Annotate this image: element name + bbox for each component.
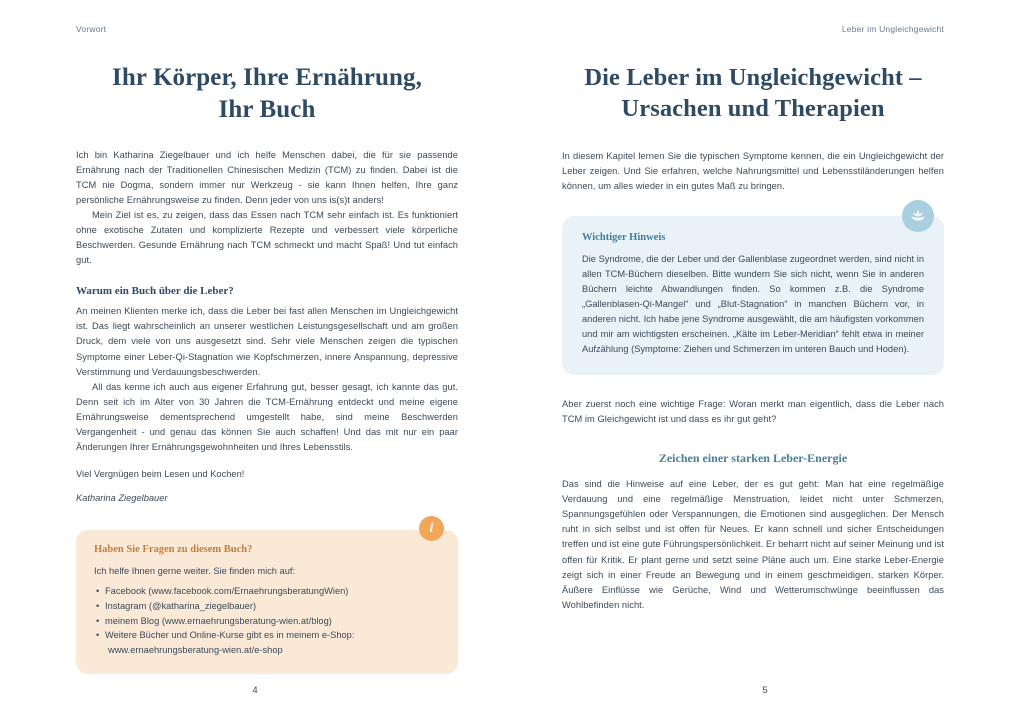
list-item: • Instagram (@katharina_ziegelbauer) [94, 599, 440, 614]
paragraph: Ich bin Katharina Ziegelbauer und ich helfe Menschen dabei, die für sie passende Ernährung nach der Traditionellen Chinesischen Medizin (TCM) zu finden. Dabei ist die TCM nie Dogma, sondern immer nur Werkzeug - sie kann Ihnen helfen, Ihre ganz persönliche Ernährungsweise zu finden. Denn jeder von uns is(s)t anders! [76, 150, 458, 206]
page-number-right: 5 [762, 685, 768, 696]
paragraph: An meinen Klienten merke ich, dass die Leber bei fast allen Menschen im Ungleichgewicht ist. Das liegt wahrscheinlich an unserer westlichen Leistungsgesellschaft und am großen Druck, dem viele von uns ausgesetzt sind. Sehr viele Menschen zeigen die typischen Symptome einer Leber-Qi-Stagnation wie Kopfschmerzen, innere Anspannung, depressive Verstimmung und Verdauungsbeschwerden. [76, 306, 458, 377]
page-right [510, 0, 1020, 728]
info-icon: i [419, 516, 444, 541]
callout-questions [76, 520, 458, 674]
paragraph: Das sind die Hinweise auf eine Leber, der es gut geht: Man hat eine regelmäßige Verdauung und eine regelmäßige Menstruation, leidet nicht unter Schmerzen, Spannungsgefühlen oder Verspannungen, die Emotionen sind ausgeglichen. Der Mensch ruht in sich selbst und ist offen für Neues. Er kann schnell und sicher Entscheidungen treffen und ist eine gute Führungspersönlichkeit. Er beharrt nicht auf seiner Meinung und ist offen für Kritik. Er plant gerne und setzt seine Pläne auch um. Eine starke Leber-Energie zeigt sich in einer Freude an Bewegung und in einem geschmeidigen, starken Körper. Äußere Einflüsse wie Gerüche, Wind und Wetterumschwünge beeinflussen das Wohlbefinden nicht. [562, 479, 944, 610]
section-heading-left: Warum ein Buch über die Leber? [76, 285, 234, 298]
list-item-text: Weitere Bücher und Online-Kurse gibt es in meinem e-Shop: [105, 630, 355, 641]
paragraph: In diesem Kapitel lernen Sie die typischen Symptome kennen, die ein Ungleichgewicht der Leber zeigen. Und Sie erfahren, welche Nahrungsmittel und Lebensstiländerungen helfen können, um alles wieder in ein gutes Maß zu bringen. [562, 150, 944, 191]
list-item: • Facebook (www.facebook.com/ErnaehrungsberatungWien) [94, 584, 440, 599]
callout-list [94, 584, 440, 658]
running-head-left: Vorwort [76, 24, 107, 34]
paragraph: Aber zuerst noch eine wichtige Frage: Woran merkt man eigentlich, dass die Leber nach TCM im Gleichgewicht ist und dass es ihr gut geht? [562, 399, 944, 425]
running-head-right: Leber im Ungleichgewicht [841, 24, 944, 34]
page-title-left-line1: Ihr Körper, Ihre Ernährung, [112, 64, 422, 91]
callout-text: Die Syndrome, die der Leber und der Gallenblase zugeordnet werden, sind nicht in allen TCM-Büchern dieselben. Bitte wundern Sie sich nicht, wenn Sie in anderen Büchern leichte Abwandlungen finden. So kommen z.B. die Syndrome „Gallenblasen-Qi-Mangel“ und „Blut-Stagnation“ in manchen Büchern vor, in anderen nicht. Ich habe jene Syndrome ausgewählt, die am häufigsten vorkommen und mir am wichtigsten erscheinen. „Kälte im Leber-Meridian“ fehlt etwa in meiner Aufzählung (Symptome: Ziehen und Schmerzen im unteren Bauch und Hoden). [582, 253, 924, 355]
callout-intro: Ich helfe Ihnen gerne weiter. Sie finden mich auf: [94, 565, 296, 576]
page-title-right-line1: Die Leber im Ungleichgewicht – [584, 64, 922, 91]
callout-title: Wichtiger Hinweis [582, 231, 666, 243]
lotus-icon [902, 200, 934, 232]
callout-important-note [562, 216, 944, 375]
closing-line: Viel Vergnügen beim Lesen und Kochen! [76, 468, 245, 479]
author-signature: Katharina Ziegelbauer [76, 492, 168, 503]
page-title-left [76, 62, 458, 126]
callout-title: Haben Sie Fragen zu diesem Buch? [94, 543, 253, 555]
list-item [94, 628, 440, 658]
page-title-right-line2: Ursachen und Therapien [621, 95, 885, 123]
list-item-continuation: www.ernaehrungsberatung-wien.at/e-shop [108, 645, 283, 656]
page-title-left-line2: Ihr Buch [218, 96, 316, 123]
paragraph: All das kenne ich auch aus eigener Erfahrung gut, besser gesagt, ich kannte das gut. Denn seit ich im Alter von 30 Jahren die TCM-Ernährung entdeckt und meine eigene Ernährungsweise dementsprechend umgestellt habe, sind meine Beschwerden Vergangenheit - und genau das können Sie auch schaffen! Und das mit nur ein paar Änderungen Ihrer Ernährungsgewohnheiten und Ihres Lebensstils. [76, 381, 458, 452]
list-item: • meinem Blog (www.ernaehrungsberatung-wien.at/blog) [94, 614, 440, 629]
page-title-right [562, 62, 944, 125]
section-heading-right: Zeichen einer starken Leber-Energie [658, 451, 848, 466]
paragraph: Mein Ziel ist es, zu zeigen, dass das Essen nach TCM sehr einfach ist. Es funktioniert ohne exotische Zutaten und komplizierte Rezepte und verbessert viele körperliche Beschwerden. Gesunde Ernährung nach TCM schmeckt und macht Spaß! Und tut einfach gut. [76, 210, 458, 266]
page-number-left: 4 [252, 685, 258, 696]
